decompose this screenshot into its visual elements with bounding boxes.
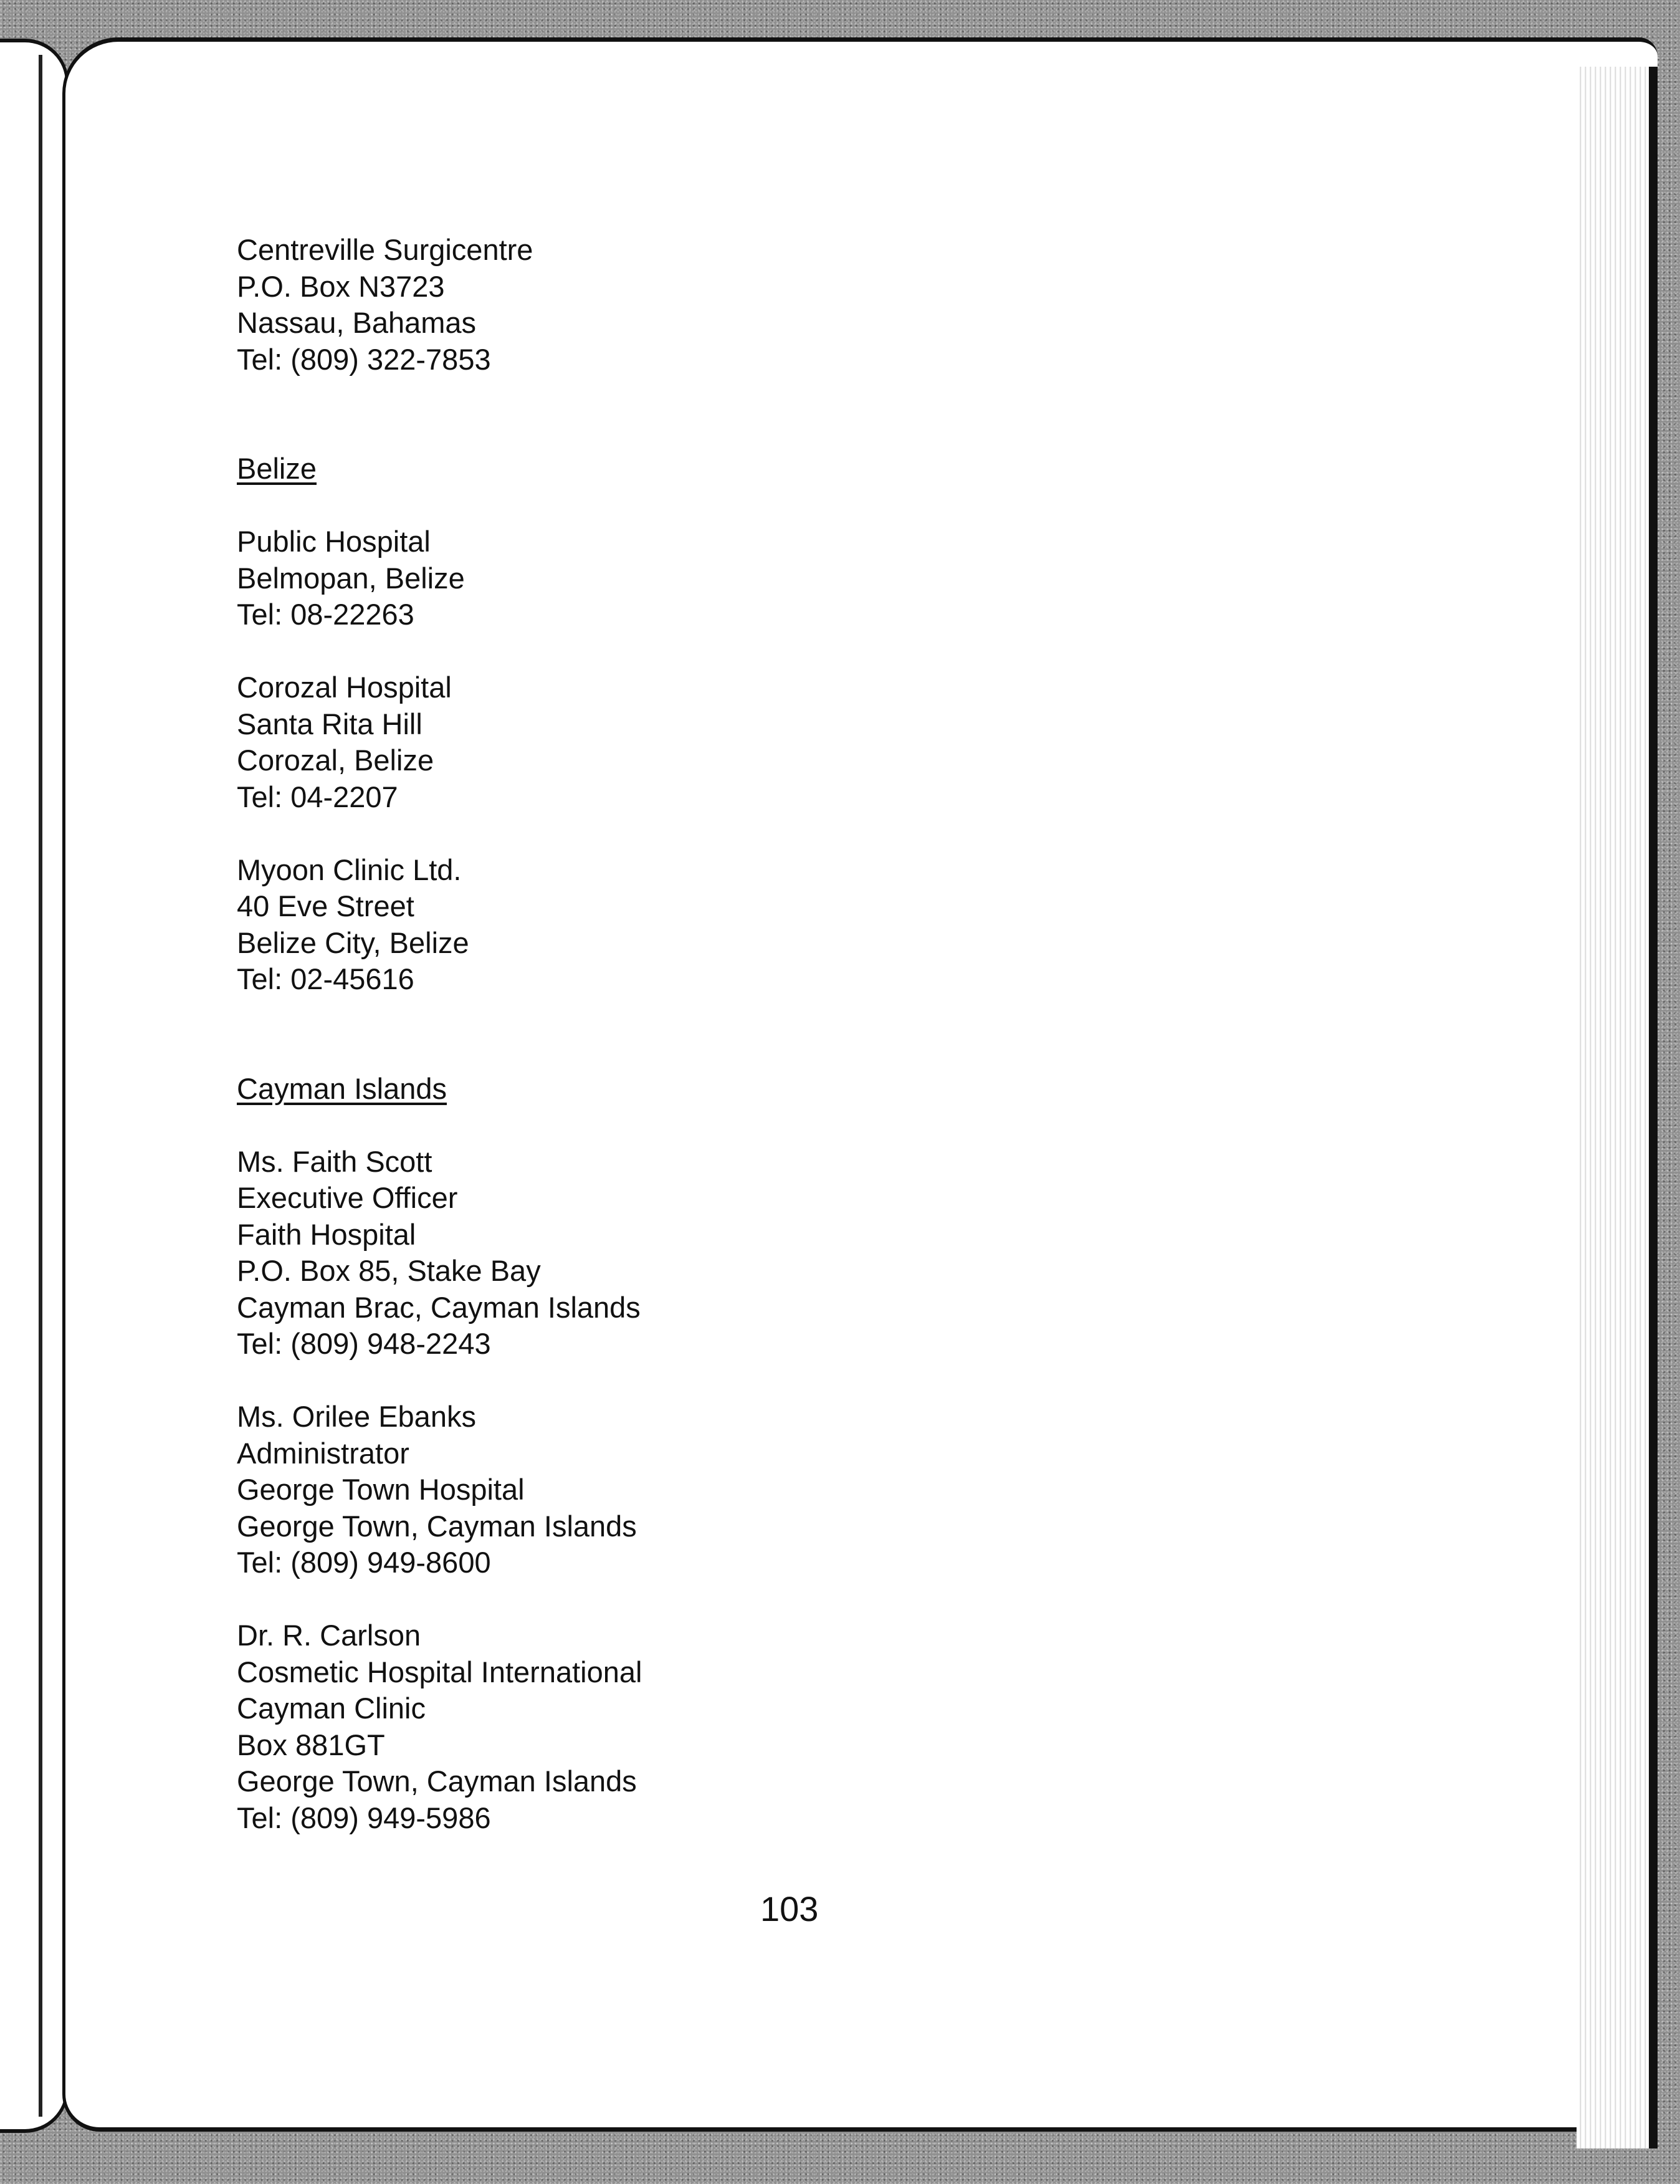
- entry-george-town-hospital: [237, 1399, 1234, 1581]
- entry-line: P.O. Box 85, Stake Bay: [237, 1254, 541, 1287]
- directory-content: [237, 232, 1234, 1836]
- entry-faith-hospital: [237, 1144, 1234, 1363]
- entry-line: Ms. Faith Scott: [237, 1144, 432, 1178]
- entry-public-hospital: [237, 524, 1234, 633]
- entry-corozal-hospital: [237, 669, 1234, 815]
- section-heading-cayman-islands: Cayman Islands: [237, 1071, 447, 1105]
- entry-line: Tel: 08-22263: [237, 598, 414, 631]
- entry-line: Executive Officer: [237, 1181, 458, 1214]
- entry-line: Tel: (809) 949-5986: [237, 1801, 491, 1834]
- entry-line: George Town, Cayman Islands: [237, 1509, 637, 1543]
- entry-line: Cayman Brac, Cayman Islands: [237, 1290, 641, 1324]
- entry-line: Santa Rita Hill: [237, 707, 422, 740]
- entry-line: Corozal, Belize: [237, 744, 434, 777]
- entry-line: Ms. Orilee Ebanks: [237, 1400, 476, 1433]
- entry-line: Public Hospital: [237, 525, 431, 558]
- entry-line: P.O. Box N3723: [237, 269, 445, 303]
- entry-myoon-clinic: [237, 852, 1234, 998]
- entry-line: Myoon Clinic Ltd.: [237, 853, 462, 886]
- entry-centreville-surgicentre: [237, 232, 1234, 378]
- section-heading-belize: Belize: [237, 452, 317, 485]
- entry-line: 40 Eve Street: [237, 889, 414, 922]
- page-number: 103: [760, 1889, 819, 1928]
- entry-line: Belize City, Belize: [237, 926, 469, 959]
- entry-line: Belmopan, Belize: [237, 561, 465, 595]
- entry-line: Administrator: [237, 1436, 409, 1470]
- entry-line: Tel: 04-2207: [237, 780, 398, 813]
- entry-line: George Town Hospital: [237, 1473, 525, 1506]
- entry-line: Centreville Surgicentre: [237, 233, 533, 266]
- entry-line: Tel: 02-45616: [237, 962, 414, 995]
- entry-line: Corozal Hospital: [237, 671, 452, 704]
- entry-line: Dr. R. Carlson: [237, 1619, 421, 1652]
- entry-line: Nassau, Bahamas: [237, 306, 477, 339]
- entry-line: Tel: (809) 948-2243: [237, 1327, 491, 1360]
- book-binding: [0, 39, 69, 2133]
- entry-line: Tel: (809) 949-8600: [237, 1546, 491, 1579]
- page-edges: [1577, 67, 1658, 2148]
- entry-line: Cosmetic Hospital International: [237, 1655, 642, 1688]
- entry-cosmetic-hospital: [237, 1617, 1234, 1836]
- entry-line: George Town, Cayman Islands: [237, 1765, 637, 1798]
- entry-line: Tel: (809) 322-7853: [237, 342, 491, 376]
- entry-line: Cayman Clinic: [237, 1692, 426, 1725]
- entry-line: Box 881GT: [237, 1728, 385, 1761]
- entry-line: Faith Hospital: [237, 1217, 416, 1251]
